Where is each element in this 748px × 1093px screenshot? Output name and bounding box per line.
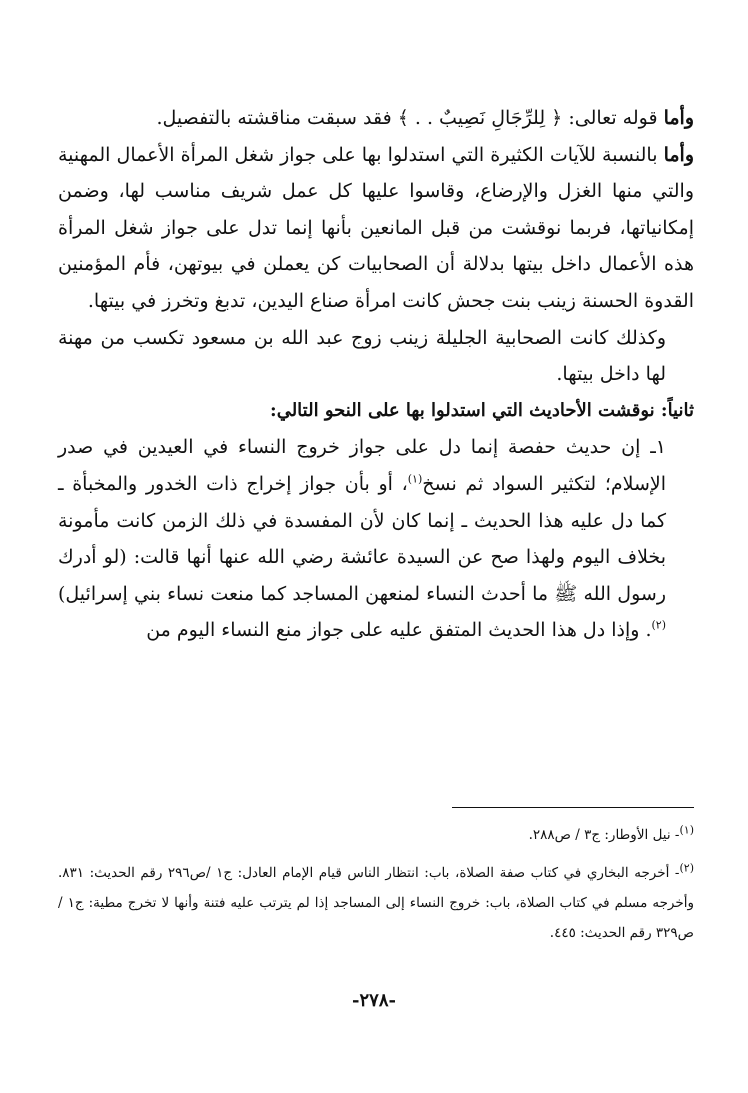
paragraph-2-lead: وأما	[663, 143, 694, 166]
paragraph-4-part2: ، أو بأن جواز إخراج ذات الخدور والمخبأة ـ كما دل عليه هذا الحديث ـ إنما كان لأن المفسدة في ذلك الزمن كانت مأمونة بخلاف اليوم ولهذا صح عن السيدة عائشة رضي الله عنها أنها قالت: (لو أدرك رسول الله ﷺ ما أحدث النساء لمنعهن المساجد كما منعت نساء بني إسرائيل)	[58, 472, 666, 605]
footnote-2-mark: (٢)	[679, 861, 694, 875]
paragraph-4	[58, 429, 694, 649]
paragraph-4-part3: . وإذا دل هذا الحديث المتفق عليه على جواز منع النساء اليوم من	[146, 619, 652, 642]
paragraph-1-lead: وأما	[663, 107, 694, 129]
paragraph-3-text: وكذلك كانت الصحابية الجليلة زينب زوج عبد الله بن مسعود تكسب من مهنة لها داخل بيتها.	[58, 326, 666, 386]
footnote-1-mark: (١)	[679, 823, 694, 837]
paragraph-2-text: بالنسبة للآيات الكثيرة التي استدلوا بها على جواز شغل المرأة الأعمال المهنية والتي منها الغزل والإرضاع، وقاسوا عليها كل عمل شريف مناسب لها، وضمن إمكانياتها، فربما نوقشت من قبل المانعين بأنها إنما تدل على جواز شغل المرأة هذه الأعمال داخل بيتها بدلالة أن الصحابيات كن يعملن في بيوتهن، فأم المؤمنين القدوة الحسنة زينب بنت جحش كانت امرأة صناع اليدين، تدبغ وتخرز في بيتها.	[58, 143, 694, 312]
page-number: -٢٧٨-	[352, 990, 396, 1011]
footnote-2-text: - أخرجه البخاري في كتاب صفة الصلاة، باب: انتظار الناس قيام الإمام العادل: ج١ /ص٢٩٦ رقم الحديث: ٨٣١. وأخرجه مسلم في كتاب الصلاة، باب: خروج النساء إلى المساجد إذا لم يترتب عليه فتنة وأنها لا تخرج مطية: ج١ / ص٣٢٩ رقم الحديث: ٤٤٥.	[58, 865, 694, 941]
main-text	[58, 100, 694, 649]
footnote-ref-2[interactable]: (٢)	[651, 618, 666, 632]
footnote-divider	[452, 807, 694, 808]
section-heading: ثانياً: نوقشت الأحاديث التي استدلوا بها على النحو التالي:	[270, 399, 694, 421]
footnote-2	[58, 858, 694, 948]
paragraph-3	[58, 320, 694, 393]
footnotes	[58, 820, 694, 948]
paragraph-1	[58, 100, 694, 137]
paragraph-4-part1: ١ـ إن حديث حفصة إنما دل على جواز خروج النساء في العيدين في صدر الإسلام؛ لتكثير السواد ثم نسخ	[58, 436, 666, 495]
footnote-1	[58, 820, 694, 850]
paragraph-2	[58, 137, 694, 320]
footnote-1-text: - نيل الأوطار: ج٣ / ص٢٨٨.	[528, 827, 680, 843]
paragraph-1-text: قوله تعالى: ﴿ لِلرِّجَالِ نَصِيبٌ . . ﴾ فقد سبقت مناقشته بالتفصيل.	[156, 107, 658, 129]
footnote-ref-1[interactable]: (١)	[407, 472, 423, 486]
